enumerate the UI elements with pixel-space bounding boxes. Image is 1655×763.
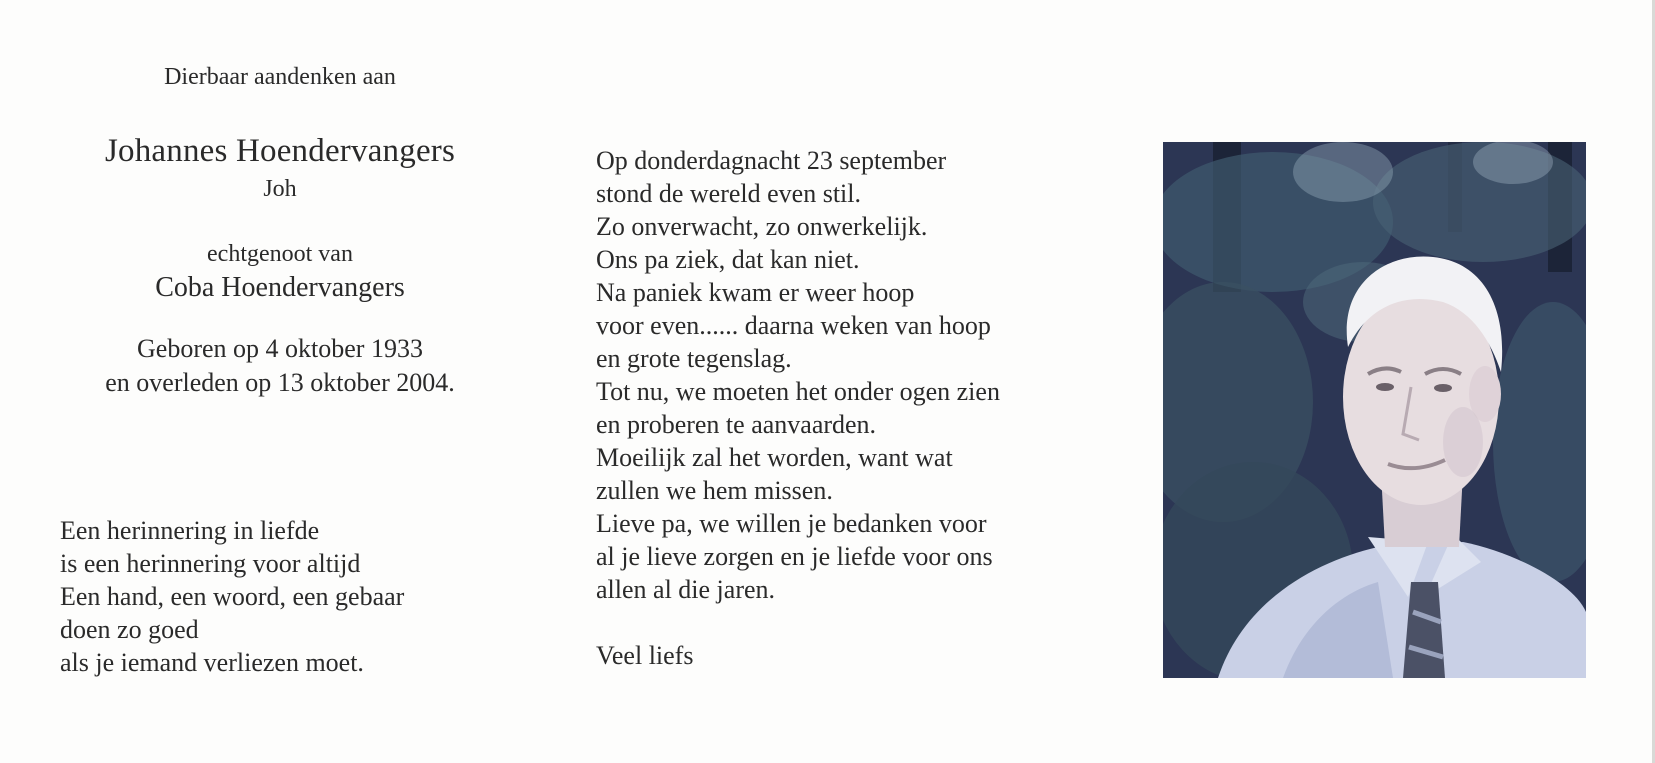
poem-line: en grote tegenslag. xyxy=(596,344,792,373)
intro-text: Dierbaar aandenken aan xyxy=(164,64,396,90)
poem-line: Een hand, een woord, een gebaar xyxy=(60,582,405,611)
poem-line: allen al die jaren. xyxy=(596,575,776,604)
poem-line: zullen we hem missen. xyxy=(596,476,833,505)
spouse-intro: echtgenoot van xyxy=(207,241,353,267)
poem-line: Zo onverwacht, zo onwerkelijk. xyxy=(596,212,928,241)
poem-line: Moeilijk zal het worden, want wat xyxy=(596,443,953,472)
poem-line: Ons pa ziek, dat kan niet. xyxy=(596,245,860,274)
poem-line: en proberen te aanvaarden. xyxy=(596,410,877,439)
poem-middle xyxy=(596,144,1036,672)
poem-line: Tot nu, we moeten het onder ogen zien xyxy=(596,377,1000,406)
poem-line: al je lieve zorgen en je liefde voor ons xyxy=(596,542,993,571)
poem-line: doen zo goed xyxy=(60,615,199,644)
poem-left xyxy=(60,514,520,679)
memorial-header xyxy=(40,64,520,400)
death-date: en overleden op 13 oktober 2004. xyxy=(105,368,455,397)
poem-line: stond de wereld even stil. xyxy=(596,179,861,208)
deceased-nickname: Joh xyxy=(263,176,297,202)
poem-line: Na paniek kwam er weer hoop xyxy=(596,278,915,307)
birth-date: Geboren op 4 oktober 1933 xyxy=(137,334,423,363)
poem-line: Lieve pa, we willen je bedanken voor xyxy=(596,509,987,538)
portrait-illustration xyxy=(1163,142,1586,678)
poem-line: voor even...... daarna weken van hoop xyxy=(596,311,991,340)
closing-text: Veel liefs xyxy=(596,641,694,670)
poem-line: Een herinnering in liefde xyxy=(60,516,320,545)
deceased-name: Johannes Hoendervangers xyxy=(104,133,456,169)
poem-line: is een herinnering voor altijd xyxy=(60,549,361,578)
poem-line: Op donderdagnacht 23 september xyxy=(596,146,947,175)
portrait-photo xyxy=(1163,142,1586,678)
poem-line: als je iemand verliezen moet. xyxy=(60,648,364,677)
spouse-name: Coba Hoendervangers xyxy=(155,272,405,303)
life-dates xyxy=(40,332,520,400)
